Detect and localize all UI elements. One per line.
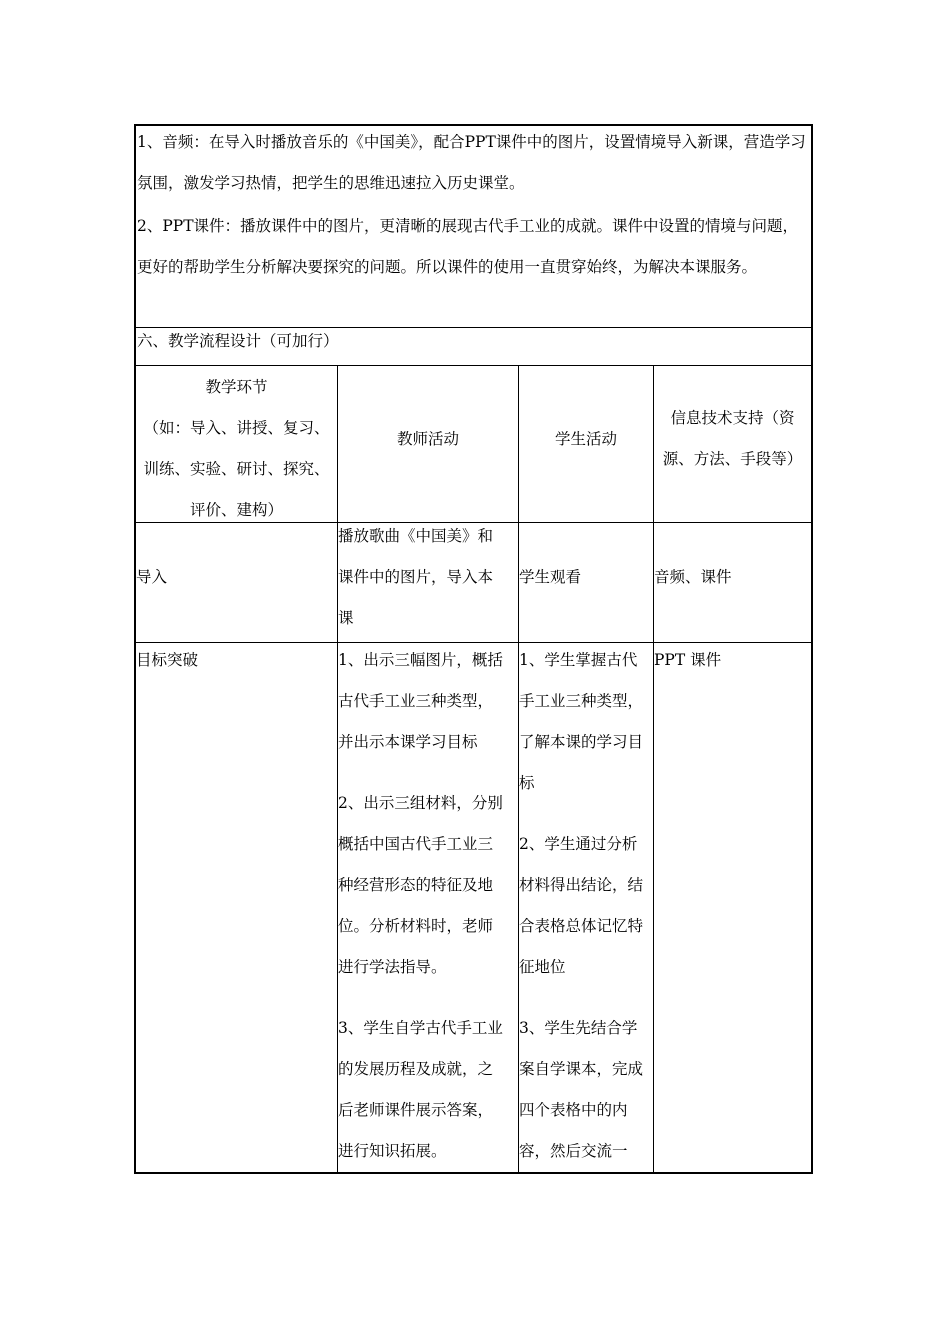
intro-paragraph-1: 1、音频：在导入时播放音乐的《中国美》，配合PPT课件中的图片，设置情境导入新课，营造学习氛围，激发学习热情，把学生的思维迅速拉入历史课堂。 (137, 133, 806, 192)
row2-teacher-line: 3、学生自学古代手工业 (338, 1019, 503, 1037)
row2-student-line: 手工业三种类型， (519, 692, 644, 710)
row2-teacher-line: 古代手工业三种类型， (338, 692, 494, 710)
row2-teacher-line: 进行学法指导。 (338, 958, 447, 976)
row2-student-line: 1、学生掌握古代 (519, 651, 638, 669)
row2-student-line: 标 (519, 774, 535, 792)
row2-student-line: 了解本课的学习目 (519, 733, 644, 751)
row2-student-line: 2、学生通过分析 (519, 835, 638, 853)
row2-student-line: 材料得出结论，结 (519, 876, 644, 894)
row2-teacher-line: 的发展历程及成就，之 (338, 1060, 494, 1078)
header-stage-line: 教学环节 (205, 378, 268, 396)
row2-student-line: 容，然后交流一 (519, 1142, 628, 1160)
row2-student-line: 征地位 (519, 958, 566, 976)
row2-student-line: 3、学生先结合学 (519, 1019, 638, 1037)
row2-student-line: 四个表格中的内 (519, 1101, 628, 1119)
lesson-plan-table (134, 124, 813, 1174)
row2-teacher-line: 2、出示三组材料，分别 (338, 794, 503, 812)
row2-teacher (338, 642, 518, 1172)
intro-block (136, 126, 811, 327)
row2-tech: PPT 课件 (654, 651, 722, 669)
row1-stage: 导入 (136, 568, 168, 586)
row1-teacher-line: 课件中的图片，导入本 (338, 568, 494, 586)
row2-teacher-line: 1、出示三幅图片，概括 (338, 651, 503, 669)
row2-student (519, 642, 653, 1172)
row1-student: 学生观看 (519, 568, 582, 586)
row2-teacher-line: 并出示本课学习目标 (338, 733, 478, 751)
header-tech-line: 源、方法、手段等） (662, 450, 803, 468)
row2-teacher-line: 进行知识拓展。 (338, 1142, 447, 1160)
row2-stage: 目标突破 (136, 651, 199, 669)
header-tech-line: 信息技术支持（资 (670, 409, 795, 427)
row1-teacher-line: 播放歌曲《中国美》和 (338, 527, 494, 545)
row2-teacher-line: 种经营形态的特征及地 (338, 876, 494, 894)
row2-student-line: 合表格总体记忆特 (519, 917, 644, 935)
header-stage-line: 训练、实验、研讨、探究、 (143, 460, 330, 478)
header-stage-line: 评价、建构） (189, 501, 283, 519)
header-student: 学生活动 (554, 430, 617, 448)
row2-teacher-line: 概括中国古代手工业三 (338, 835, 494, 853)
row1-teacher (338, 522, 518, 642)
row1-tech: 音频、课件 (654, 568, 732, 586)
header-tech (654, 365, 811, 522)
header-stage-line: （如：导入、讲授、复习、 (143, 419, 330, 437)
intro-paragraph-2: 2、PPT课件：播放课件中的图片，更清晰的展现古代手工业的成就。课件中设置的情境与问题，更好的帮助学生分析解决要探究的问题。所以课件的使用一直贯穿始终，为解决本课服务。 (137, 217, 799, 276)
row2-student-line: 案自学课本，完成 (519, 1060, 644, 1078)
row1-teacher-line: 课 (338, 609, 354, 627)
row2-teacher-line: 位。分析材料时，老师 (338, 917, 494, 935)
header-stage (136, 365, 337, 522)
header-teacher: 教师活动 (396, 430, 459, 448)
row2-teacher-line: 后老师课件展示答案， (338, 1101, 494, 1119)
section-title: 六、教学流程设计（可加行） (137, 332, 339, 350)
